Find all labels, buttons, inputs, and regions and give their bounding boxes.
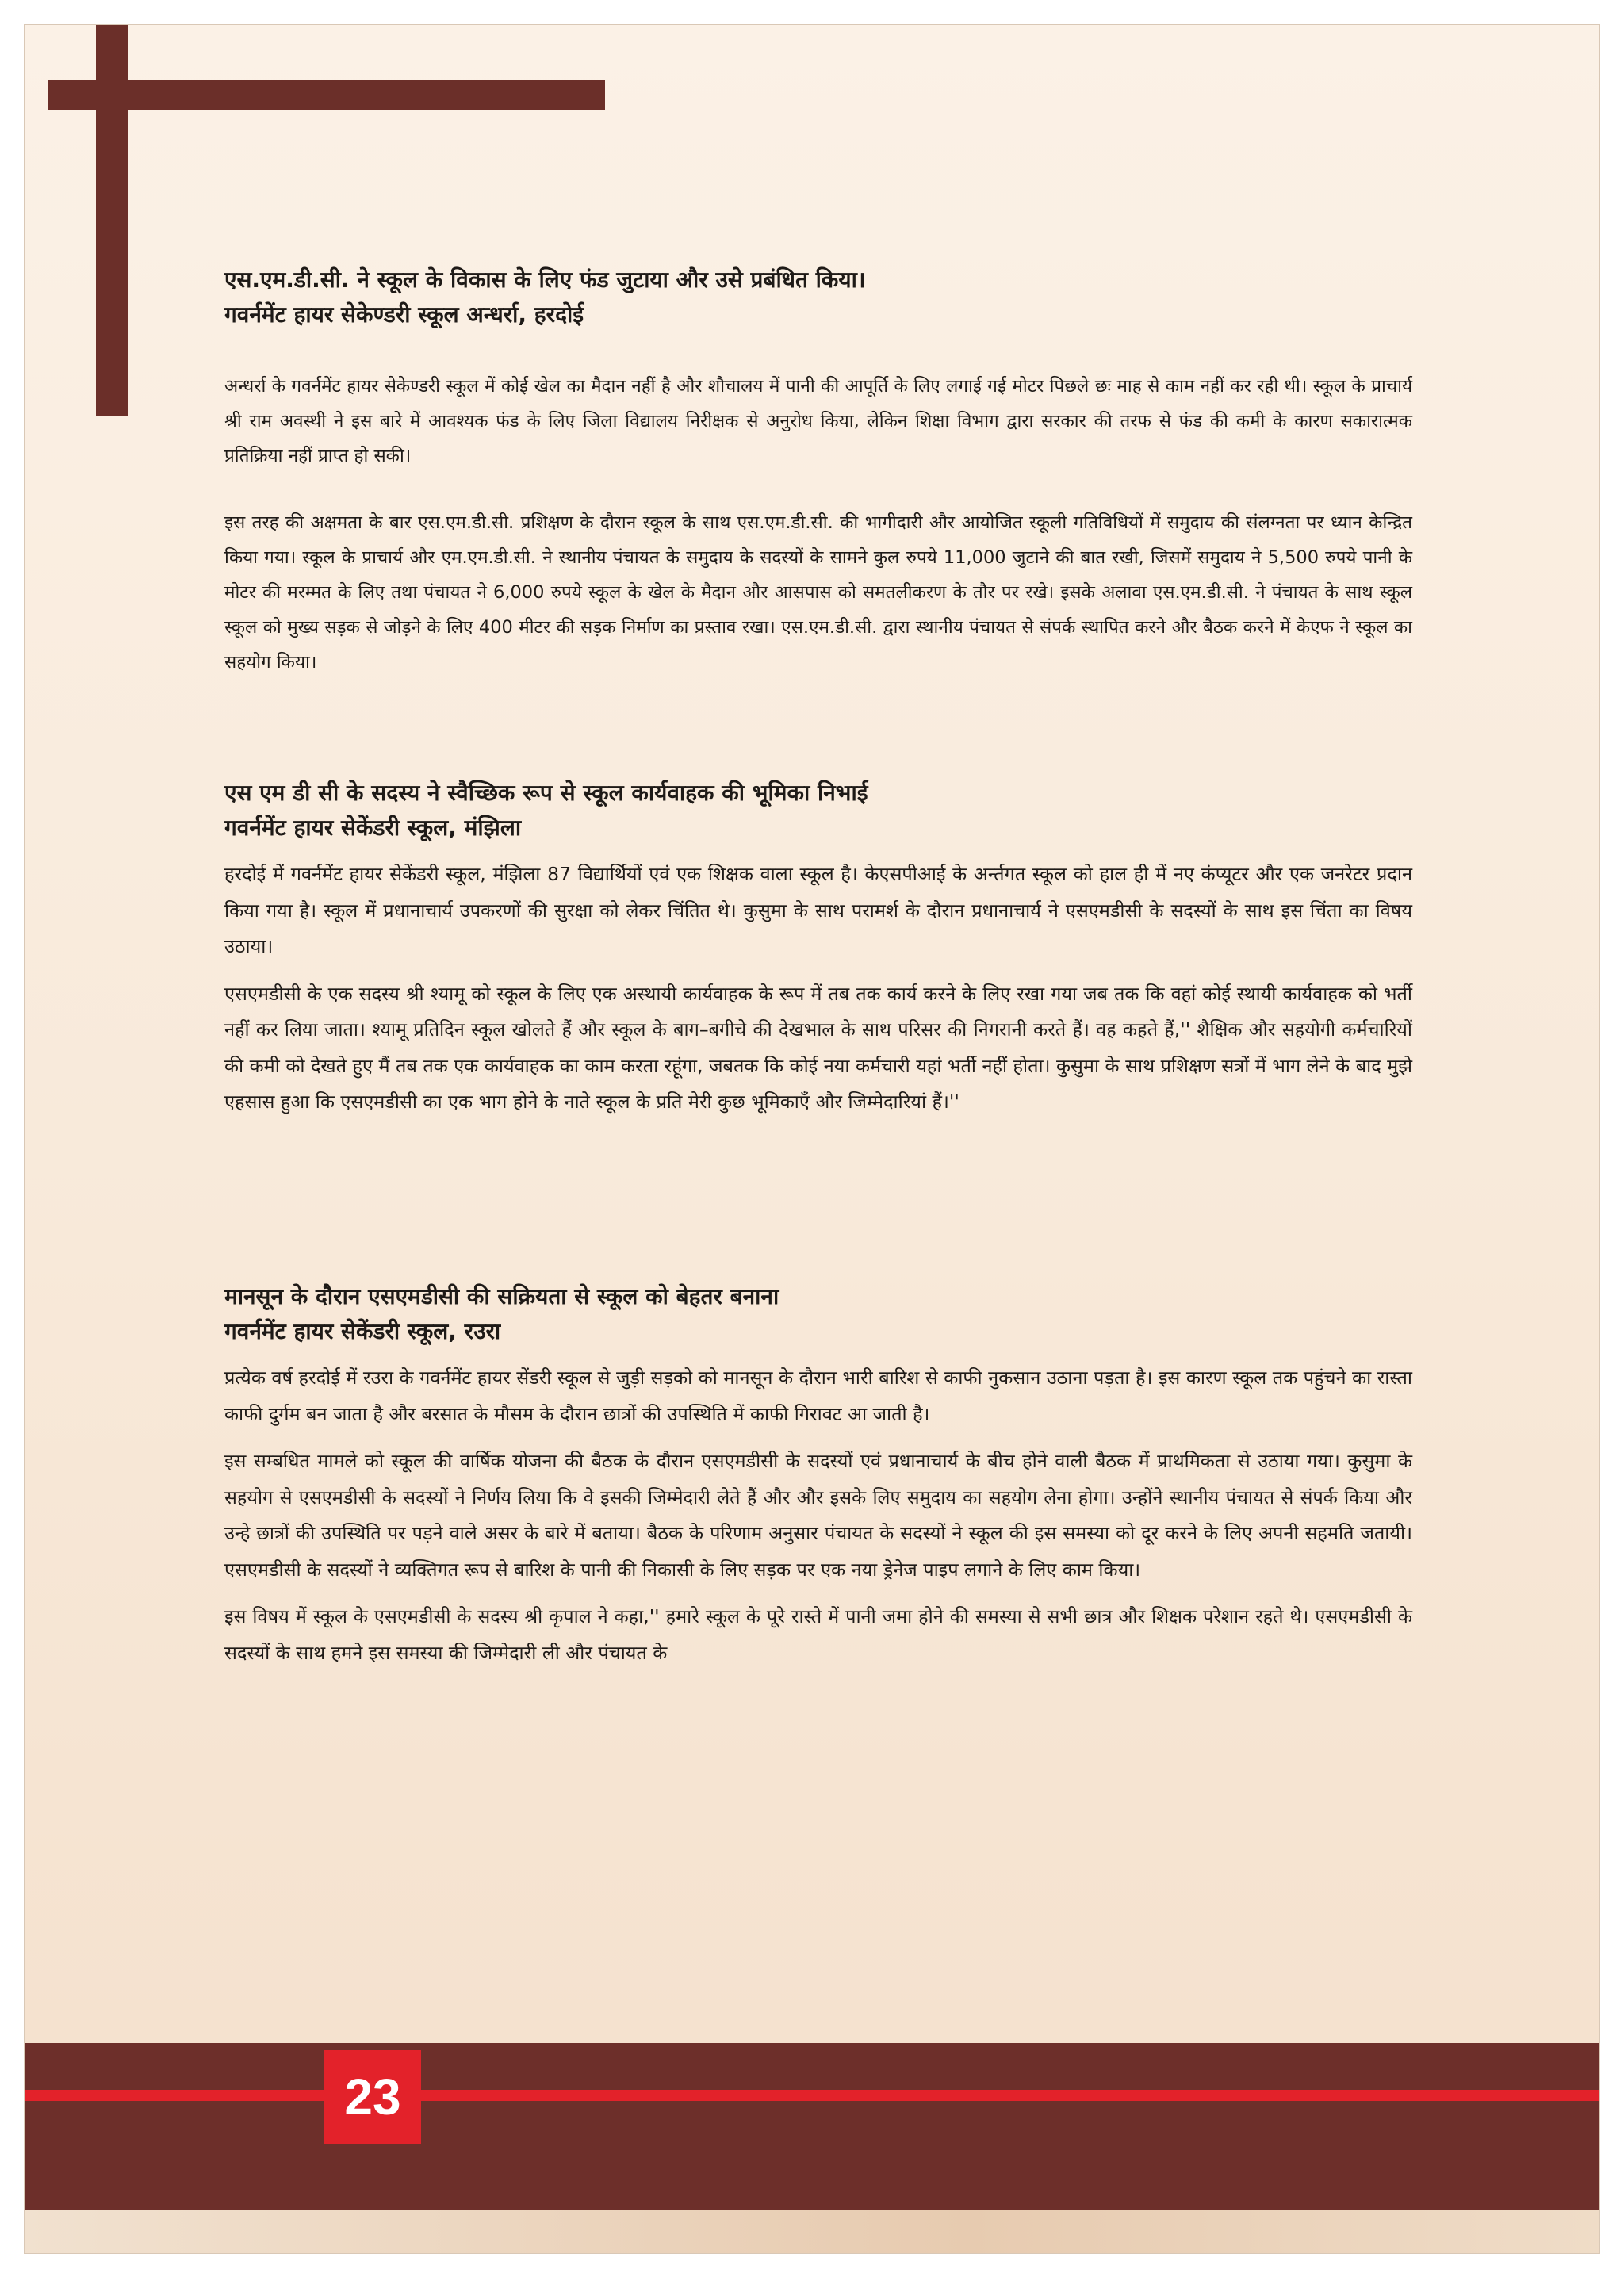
document-page: [24, 24, 1600, 2254]
footer-accent-line: [25, 2090, 1599, 2101]
case-study-section-3: [224, 1279, 1412, 1671]
section-3-title: मानसून के दौरान एसएमडीसी की सक्रियता से स्कूल को बेहतर बनाना: [224, 1283, 779, 1309]
section-3-paragraph-2: इस सम्बधित मामले को स्कूल की वार्षिक योजना की बैठक के दौरान एसएमडीसी के सदस्यों एवं प्रधानाचार्य के बीच होने वाली बैठक में प्राथमिकता से उठाया गया। कुसुमा के सहयोग से एसएमडीसी के सदस्यों ने निर्णय लिया कि वे इसकी जिम्मेदारी लेते हैं और और इसके लिए समुदाय का सहयोग लेना होगा। उन्होंने स्थानीय पंचायत से संपर्क किया और उन्हे छात्रों की उपस्थिति पर पड़ने वाले असर के बारे में बताया। बैठक के परिणाम अनुसार पंचायत के सदस्यों ने स्कूल की इस समस्या को दूर करने के लिए अपनी सहमति जतायी। एसएमडीसी के सदस्यों ने व्यक्तिगत रूप से बारिश के पानी की निकासी के लिए सड़क पर एक नया ड्रेनेज पाइप लगाने के लिए काम किया।: [224, 1450, 1412, 1581]
section-2-title: एस एम डी सी के सदस्य ने स्वैच्छिक रूप से स्कूल कार्यवाहक की भूमिका निभाई: [224, 780, 868, 806]
section-3-paragraph-1: प्रत्येक वर्ष हरदोई में रउरा के गवर्नमेंट हायर सेंडरी स्कूल से जुड़ी सड़को को मानसून के दौरान भारी बारिश से काफी नुकसान उठाना पड़ता है। इस कारण स्कूल तक पहुंचने का रास्ता काफी दुर्गम बन जाता है और बरसात के मौसम के दौरान छात्रों की उपस्थिति में काफी गिरावट आ जाती है।: [224, 1367, 1412, 1425]
case-study-section-1: [224, 263, 1412, 680]
section-1-subtitle: गवर्नमेंट हायर सेकेण्डरी स्कूल अन्धर्रा, हरदोई: [224, 301, 584, 328]
section-3-subtitle: गवर्नमेंट हायर सेकेंडरी स्कूल, रउरा: [224, 1318, 501, 1344]
section-2-paragraph-1: हरदोई में गवर्नमेंट हायर सेकेंडरी स्कूल, मंझिला 87 विद्यार्थियों एवं एक शिक्षक वाला स्कूल है। केएसपीआई के अर्न्तगत स्कूल को हाल ही में नए कंप्यूटर और एक जनरेटर प्रदान किया गया है। स्कूल में प्रधानाचार्य उपकरणों की सुरक्षा को लेकर चिंतित थे। कुसुमा के साथ परामर्श के दौरान प्रधानाचार्य ने एसएमडीसी के सदस्यों के साथ इस चिंता का विषय उठाया।: [224, 863, 1412, 957]
section-2-paragraph-2: एसएमडीसी के एक सदस्य श्री श्यामू को स्कूल के लिए एक अस्थायी कार्यवाहक के रूप में तब तक कार्य करने के लिए रखा गया जब तक कि वहां कोई स्थायी कार्यवाहक को भर्ती नहीं कर लिया जाता। श्यामू प्रतिदिन स्कूल खोलते हैं और स्कूल के बाग–बगीचे की देखभाल के साथ परिसर की निगरानी करते हैं। वह कहते हैं,'' शैक्षिक और सहयोगी कर्मचारियों की कमी को देखते हुए मैं तब तक एक कार्यवाहक का काम करता रहूंगा, जबतक कि कोई नया कर्मचारी यहां भर्ती नहीं होता। कुसुमा के साथ प्रशिक्षण सत्रों में भाग लेने के बाद मुझे एहसास हुआ कि एसएमडीसी का एक भाग होने के नाते स्कूल के प्रति मेरी कुछ भूमिकाएँ और जिम्मेदारियां हैं।'': [224, 982, 1412, 1113]
section-1-paragraph-2: इस तरह की अक्षमता के बार एस.एम.डी.सी. प्रशिक्षण के दौरान स्कूल के साथ एस.एम.डी.सी. की भागीदारी और आयोजित स्कूली गतिविधियों में समुदाय की संलग्नता पर ध्यान केन्द्रित किया गया। स्कूल के प्राचार्य और एम.एम.डी.सी. ने स्थानीय पंचायत के समुदाय के सदस्यों के सामने कुल रुपये 11,000 जुटाने की बात रखी, जिसमें समुदाय ने 5,500 रुपये पानी के मोटर की मरम्मत के लिए तथा पंचायत ने 6,000 रुपये स्कूल के खेल के मैदान और आसपास को समतलीकरण के तौर पर रखे। इसके अलावा एस.एम.डी.सी. ने पंचायत के साथ स्कूल स्कूल को मुख्य सड़क से जोड़ने के लिए 400 मीटर की सड़क निर्माण का प्रस्ताव रखा। एस.एम.डी.सी. द्वारा स्थानीय पंचायत से संपर्क स्थापित करने और बैठक करने में केएफ ने स्कूल का सहयोग किया।: [224, 512, 1412, 673]
footer-band: [25, 2043, 1599, 2210]
section-2-subtitle: गवर्नमेंट हायर सेकेंडरी स्कूल, मंझिला: [224, 815, 522, 841]
section-1-title: एस.एम.डी.सी. ने स्कूल के विकास के लिए फंड जुटाया और उसे प्रबंधित किया।: [224, 266, 866, 293]
section-1-paragraph-1: अन्धर्रा के गवर्नमेंट हायर सेकेण्डरी स्कूल में कोई खेल का मैदान नहीं है और शौचालय में पानी की आपूर्ति के लिए लगाई गई मोटर पिछले छः माह से काम नहीं कर रही थी। स्कूल के प्राचार्य श्री राम अवस्थी ने इस बारे में आवश्यक फंड के लिए जिला विद्यालय निरीक्षक से अनुरोध किया, लेकिन शिक्षा विभाग द्वारा सरकार की तरफ से फंड की कमी के कारण सकारात्मक प्रतिक्रिया नहीं प्राप्त हो सकी।: [224, 376, 1412, 466]
page-number: 23: [324, 2050, 421, 2144]
decorative-cross-horizontal-bar: [48, 80, 605, 110]
footer-decorative-strip: [25, 2210, 1599, 2253]
case-study-section-2: [224, 776, 1412, 1121]
section-3-paragraph-3: इस विषय में स्कूल के एसएमडीसी के सदस्य श्री कृपाल ने कहा,'' हमारे स्कूल के पूरे रास्ते में पानी जमा होने की समस्या से सभी छात्र और शिक्षक परेशान रहते थे। एसएमडीसी के सदस्यों के साथ हमने इस समस्या की जिम्मेदारी ली और पंचायत के: [224, 1605, 1412, 1664]
